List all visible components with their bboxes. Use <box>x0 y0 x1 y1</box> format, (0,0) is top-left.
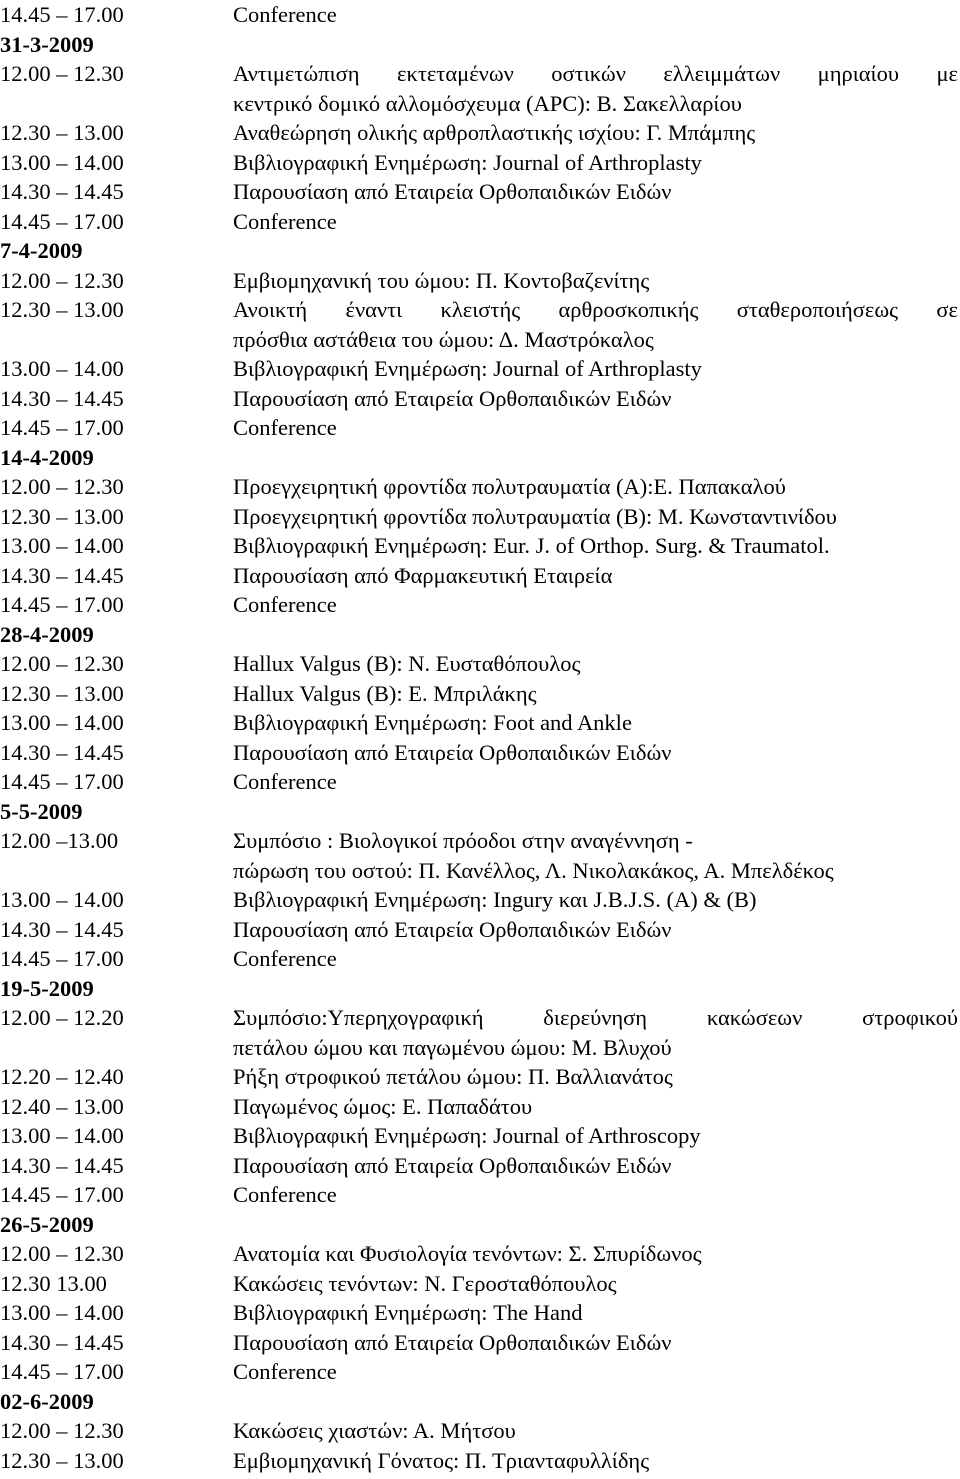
session-title: Βιβλιογραφική Ενημέρωση: Journal of Arthroplasty <box>233 356 702 381</box>
time-slot: 14.45 – 17.00 <box>0 208 124 234</box>
schedule-row <box>0 1151 960 1181</box>
session-title: Αντιμετώπιση εκτεταμένων οστικών ελλειμμάτων μηριαίου με <box>233 61 958 86</box>
session-title: Βιβλιογραφική Ενημέρωση: Journal of Arthroplasty <box>233 149 702 175</box>
time-slot: 14.45 – 17.00 <box>0 2 124 27</box>
session-title: Κακώσεις χιαστών: Α. Μήτσου <box>233 1418 516 1443</box>
session-title: Βιβλιογραφική Ενημέρωση: Journal of Arthroscopy <box>233 1123 701 1148</box>
schedule-row <box>0 207 960 237</box>
schedule-row <box>0 590 960 620</box>
session-title: Ανατομία και Φυσιολογία τενόντων: Σ. Σπυρίδωνος <box>233 1241 702 1266</box>
time-slot: 13.00 – 14.00 <box>0 356 124 381</box>
schedule-row <box>0 679 960 709</box>
schedule-row <box>0 118 960 148</box>
session-title: Conference <box>233 769 337 794</box>
time-slot: 12.00 –13.00 <box>0 828 119 853</box>
time-slot: 12.00 – 12.20 <box>0 1005 124 1030</box>
time-slot: 12.30 – 13.00 <box>0 503 124 529</box>
schedule-row-continuation <box>0 325 960 355</box>
schedule-row-continuation <box>0 856 960 886</box>
session-title: Conference <box>233 415 337 440</box>
session-title: πετάλου ώμου και παγωμένου ώμου: Μ. Βλυχού <box>233 1034 672 1060</box>
schedule-row <box>0 1180 960 1210</box>
schedule-row <box>0 1357 960 1387</box>
schedule-row <box>0 1416 960 1446</box>
date-heading: 02-6-2009 <box>0 1388 94 1414</box>
date-heading-row <box>0 1210 960 1240</box>
session-title: Συμπόσιο : Βιολογικοί πρόοδοι στην αναγέννηση - <box>233 828 693 853</box>
schedule-row <box>0 885 960 915</box>
time-slot: 12.00 – 12.30 <box>0 651 124 676</box>
schedule-row <box>0 59 960 89</box>
session-title: Αναθεώρηση ολικής αρθροπλαστικής ισχίου: Γ. Μπάμπης <box>233 120 756 145</box>
time-slot: 14.30 – 14.45 <box>0 916 124 942</box>
schedule-row <box>0 738 960 768</box>
session-title: Παρουσίαση από Εταιρεία Ορθοπαιδικών Ειδών <box>233 1152 672 1178</box>
schedule-row <box>0 1003 960 1033</box>
time-slot: 12.30 – 13.00 <box>0 680 124 706</box>
schedule-row <box>0 826 960 856</box>
time-slot: 13.00 – 14.00 <box>0 1300 124 1325</box>
schedule-row <box>0 561 960 591</box>
date-heading-row <box>0 1387 960 1417</box>
schedule-row <box>0 1121 960 1151</box>
session-title: κεντρικό δομικό αλλομόσχευμα (APC): Β. Σακελλαρίου <box>233 90 742 116</box>
time-slot: 12.40 – 13.00 <box>0 1093 124 1119</box>
time-slot: 12.30 13.00 <box>0 1270 107 1296</box>
schedule-row <box>0 531 960 561</box>
schedule-row <box>0 266 960 296</box>
time-slot: 13.00 – 14.00 <box>0 887 124 912</box>
time-slot: 14.45 – 17.00 <box>0 1182 124 1207</box>
schedule-row <box>0 0 960 30</box>
time-slot: 14.30 – 14.45 <box>0 385 124 411</box>
date-heading-row <box>0 236 960 266</box>
time-slot: 12.30 – 13.00 <box>0 120 124 145</box>
session-title: Βιβλιογραφική Ενημέρωση: Foot and Ankle <box>233 710 632 735</box>
session-title: Conference <box>233 592 337 617</box>
schedule-row <box>0 1269 960 1299</box>
date-heading: 19-5-2009 <box>0 975 94 1001</box>
time-slot: 14.30 – 14.45 <box>0 739 124 765</box>
session-title: Παρουσίαση από Εταιρεία Ορθοπαιδικών Ειδών <box>233 916 672 942</box>
schedule-row <box>0 1446 960 1476</box>
session-title: Παγωμένος ώμος: Ε. Παπαδάτου <box>233 1093 533 1119</box>
session-title: Ρήξη στροφικού πετάλου ώμου: Π. Βαλλιανάτος <box>233 1064 673 1089</box>
session-title: Εμβιομηχανική Γόνατος: Π. Τριανταφυλλίδης <box>233 1447 650 1473</box>
time-slot: 12.00 – 12.30 <box>0 1418 124 1443</box>
time-slot: 12.00 – 12.30 <box>0 1241 124 1266</box>
session-title: Hallux Valgus (Β): Ε. Μπριλάκης <box>233 680 537 706</box>
date-heading: 31-3-2009 <box>0 31 94 57</box>
time-slot: 12.00 – 12.30 <box>0 61 124 86</box>
date-heading: 28-4-2009 <box>0 621 94 647</box>
schedule-row <box>0 148 960 178</box>
session-title: Conference <box>233 946 337 971</box>
schedule-row-continuation <box>0 89 960 119</box>
session-title: Κακώσεις τενόντων: Ν. Γεροσταθόπουλος <box>233 1270 617 1296</box>
session-title: Προεγχειρητική φροντίδα πολυτραυματία (Β): Μ. Κωνσταντινίδου <box>233 503 837 529</box>
time-slot: 12.30 – 13.00 <box>0 297 124 322</box>
session-title: Εμβιομηχανική του ώμου: Π. Κοντοβαζενίτης <box>233 267 650 293</box>
schedule-row <box>0 177 960 207</box>
session-title: Conference <box>233 1359 337 1384</box>
session-title: πρόσθια αστάθεια του ώμου: Δ. Μαστρόκαλος <box>233 326 654 352</box>
time-slot: 13.00 – 14.00 <box>0 533 124 558</box>
schedule-row <box>0 472 960 502</box>
session-title: Παρουσίαση από Φαρμακευτική Εταιρεία <box>233 562 613 588</box>
session-title: Conference <box>233 1182 337 1207</box>
schedule-row <box>0 767 960 797</box>
session-title: Conference <box>233 208 337 234</box>
date-heading-row <box>0 30 960 60</box>
session-title: Conference <box>233 2 337 27</box>
schedule-row <box>0 1062 960 1092</box>
time-slot: 13.00 – 14.00 <box>0 1123 124 1148</box>
time-slot: 12.30 – 13.00 <box>0 1447 124 1473</box>
time-slot: 14.45 – 17.00 <box>0 592 124 617</box>
date-heading-row <box>0 797 960 827</box>
date-heading: 26-5-2009 <box>0 1211 94 1237</box>
schedule-row <box>0 944 960 974</box>
session-title: Βιβλιογραφική Ενημέρωση: Eur. J. of Orthop. Surg. & Traumatol. <box>233 533 830 558</box>
time-slot: 14.45 – 17.00 <box>0 415 124 440</box>
schedule-row <box>0 354 960 384</box>
session-title: Βιβλιογραφική Ενημέρωση: Ingury και J.B.J.S. (A) & (B) <box>233 887 757 912</box>
session-title: πώρωση του οστού: Π. Κανέλλος, Λ. Νικολακάκος, Α. Μπελδέκος <box>233 857 834 883</box>
time-slot: 14.30 – 14.45 <box>0 179 124 204</box>
time-slot: 13.00 – 14.00 <box>0 149 124 175</box>
date-heading: 5-5-2009 <box>0 798 83 824</box>
schedule-row <box>0 649 960 679</box>
schedule-row <box>0 1328 960 1358</box>
session-title: Hallux Valgus (Β): Ν. Ευσταθόπουλος <box>233 651 581 676</box>
time-slot: 14.45 – 17.00 <box>0 946 124 971</box>
schedule-row <box>0 384 960 414</box>
schedule-row <box>0 502 960 532</box>
time-slot: 12.00 – 12.30 <box>0 474 124 499</box>
session-title: Παρουσίαση από Εταιρεία Ορθοπαιδικών Ειδών <box>233 1329 672 1355</box>
time-slot: 12.00 – 12.30 <box>0 267 124 293</box>
session-title: Παρουσίαση από Εταιρεία Ορθοπαιδικών Ειδών <box>233 385 672 411</box>
session-title: Ανοικτή έναντι κλειστής αρθροσκοπικής σταθεροποιήσεως σε <box>233 297 958 322</box>
schedule-row <box>0 295 960 325</box>
schedule-row-continuation <box>0 1033 960 1063</box>
time-slot: 12.20 – 12.40 <box>0 1064 124 1089</box>
schedule-row <box>0 1239 960 1269</box>
date-heading-row <box>0 974 960 1004</box>
time-slot: 14.45 – 17.00 <box>0 769 124 794</box>
time-slot: 14.30 – 14.45 <box>0 1329 124 1355</box>
time-slot: 14.30 – 14.45 <box>0 1152 124 1178</box>
session-title: Παρουσίαση από Εταιρεία Ορθοπαιδικών Ειδών <box>233 179 672 204</box>
date-heading: 14-4-2009 <box>0 444 94 470</box>
schedule-row <box>0 708 960 738</box>
session-title: Παρουσίαση από Εταιρεία Ορθοπαιδικών Ειδών <box>233 739 672 765</box>
schedule-row <box>0 413 960 443</box>
time-slot: 14.45 – 17.00 <box>0 1359 124 1384</box>
schedule-row <box>0 915 960 945</box>
session-title: Προεγχειρητική φροντίδα πολυτραυματία (Α):Ε. Παπακαλού <box>233 474 786 499</box>
schedule-row <box>0 1298 960 1328</box>
session-title: Συμπόσιο:Υπερηχογραφική διερεύνηση κακώσεων στροφικού <box>233 1005 958 1030</box>
date-heading: 7-4-2009 <box>0 238 83 263</box>
session-title: Βιβλιογραφική Ενημέρωση: The Hand <box>233 1300 583 1325</box>
time-slot: 14.30 – 14.45 <box>0 562 124 588</box>
time-slot: 13.00 – 14.00 <box>0 710 124 735</box>
schedule-row <box>0 1092 960 1122</box>
date-heading-row <box>0 620 960 650</box>
date-heading-row <box>0 443 960 473</box>
